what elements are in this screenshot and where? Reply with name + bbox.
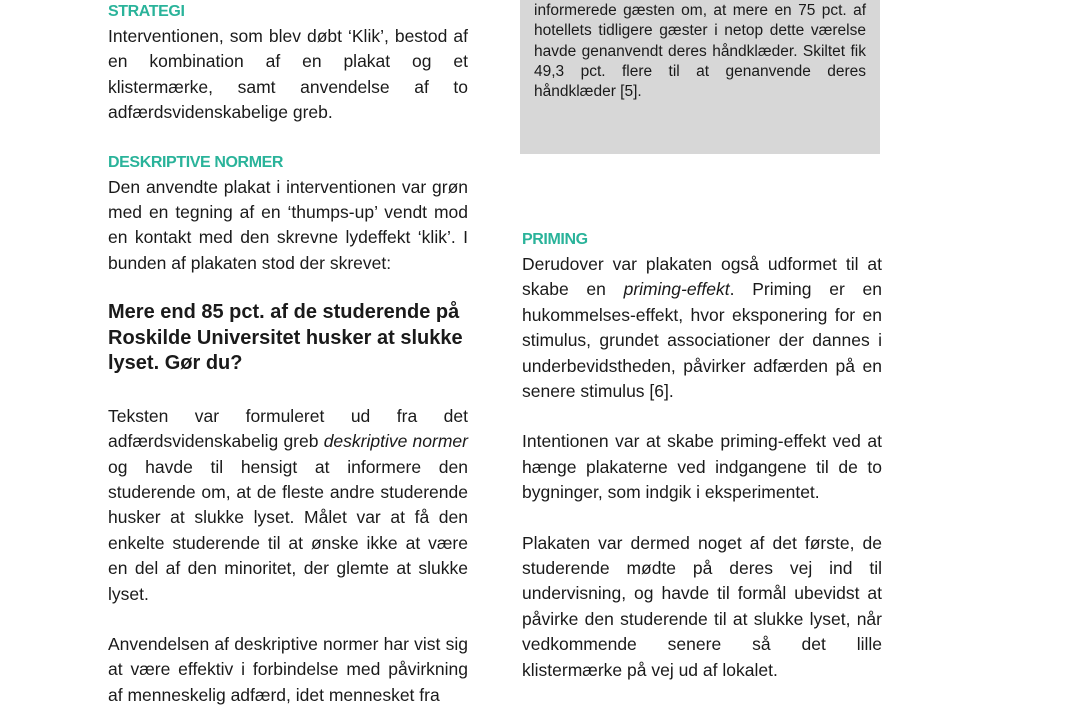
priming-intention-paragraph: Intentionen var at skabe priming-effekt ved at hænge plakaterne ved indgangene til de to bygninger, som indgik i eksperimentet. <box>522 431 882 503</box>
priming-text-a: Derudover var plakaten også udformet til at skabe en <box>522 254 882 300</box>
descriptive-norms-paragraph: Den anvendte plakat i interventionen var grøn med en tegning af en ‘thumps-up’ vendt mod en kontakt med den skrevne lydeffekt ‘klik’. I bunden af plakaten stod der skrevet: <box>108 176 468 273</box>
hotel-towel-example-box <box>520 0 880 154</box>
poster-quote: Mere end 85 pct. af de studerende på Roskilde Universitet husker at slukke lyset. Gør du? <box>108 301 463 375</box>
descriptive-norms-effect-paragraph: Anvendelsen af deskriptive normer har vist sig at være effektiv i forbindelse med påvirkning af menneskelig adfærd, idet mennesket fra <box>108 634 468 705</box>
priming-text-b: . Priming er en hukommelses-effekt, hvor eksponering for en stimulus, grundet associationer der dannes i underbevidstheden, påvirker adfærden på en senere stimulus [6]. <box>522 279 882 402</box>
priming-heading: PRIMING <box>522 231 588 248</box>
strategi-heading: STRATEGI <box>108 3 185 20</box>
spacer <box>522 506 882 531</box>
priming-paragraph <box>522 252 882 404</box>
spacer <box>108 607 468 632</box>
spacer <box>108 377 468 404</box>
hotel-towel-example-text: informerede gæsten om, at mere en 75 pct. af hotellets tidligere gæster i netop dette værelse havde genanvendt deres håndklæder. Skiltet fik 49,3 pct. flere til at genanvende deres håndklæder [5]. <box>534 2 866 101</box>
poster-placement-paragraph: Plakaten var dermed noget af det første, de studerende mødte på deres vej ind til undervisning, og havde til formål ubevidst at påvirke den studerende til at slukke lyset, når vedkommende senere så det lille klistermærke på vej ud af lokalet. <box>522 532 882 680</box>
spacer <box>108 276 468 300</box>
left-column <box>108 0 468 708</box>
priming-emphasis: priming-effekt <box>623 279 730 300</box>
para3-text-b: og havde til hensigt at informere den studerende om, at de fleste andre studerende husker at slukke lyset. Målet var at få den enkelte studerende til at ønske ikke at være en del af den minoritet, der glemte at slukke lyset. <box>108 456 468 604</box>
descriptive-norms-explanation <box>108 404 468 607</box>
right-column <box>522 228 882 683</box>
spacer <box>108 126 468 151</box>
spacer <box>522 404 882 429</box>
para3-emphasis: deskriptive normer <box>323 431 468 452</box>
descriptive-norms-heading: DESKRIPTIVE NORMER <box>108 153 284 171</box>
strategi-paragraph: Interventionen, som blev døbt ‘Klik’, bestod af en kombination af en plakat og et klistermærke, samt anvendelse af to adfærdsvidenskabelige greb. <box>108 26 468 123</box>
para3-text-a: Teksten var formuleret ud fra det adfærdsvidenskabelig greb <box>108 405 468 452</box>
